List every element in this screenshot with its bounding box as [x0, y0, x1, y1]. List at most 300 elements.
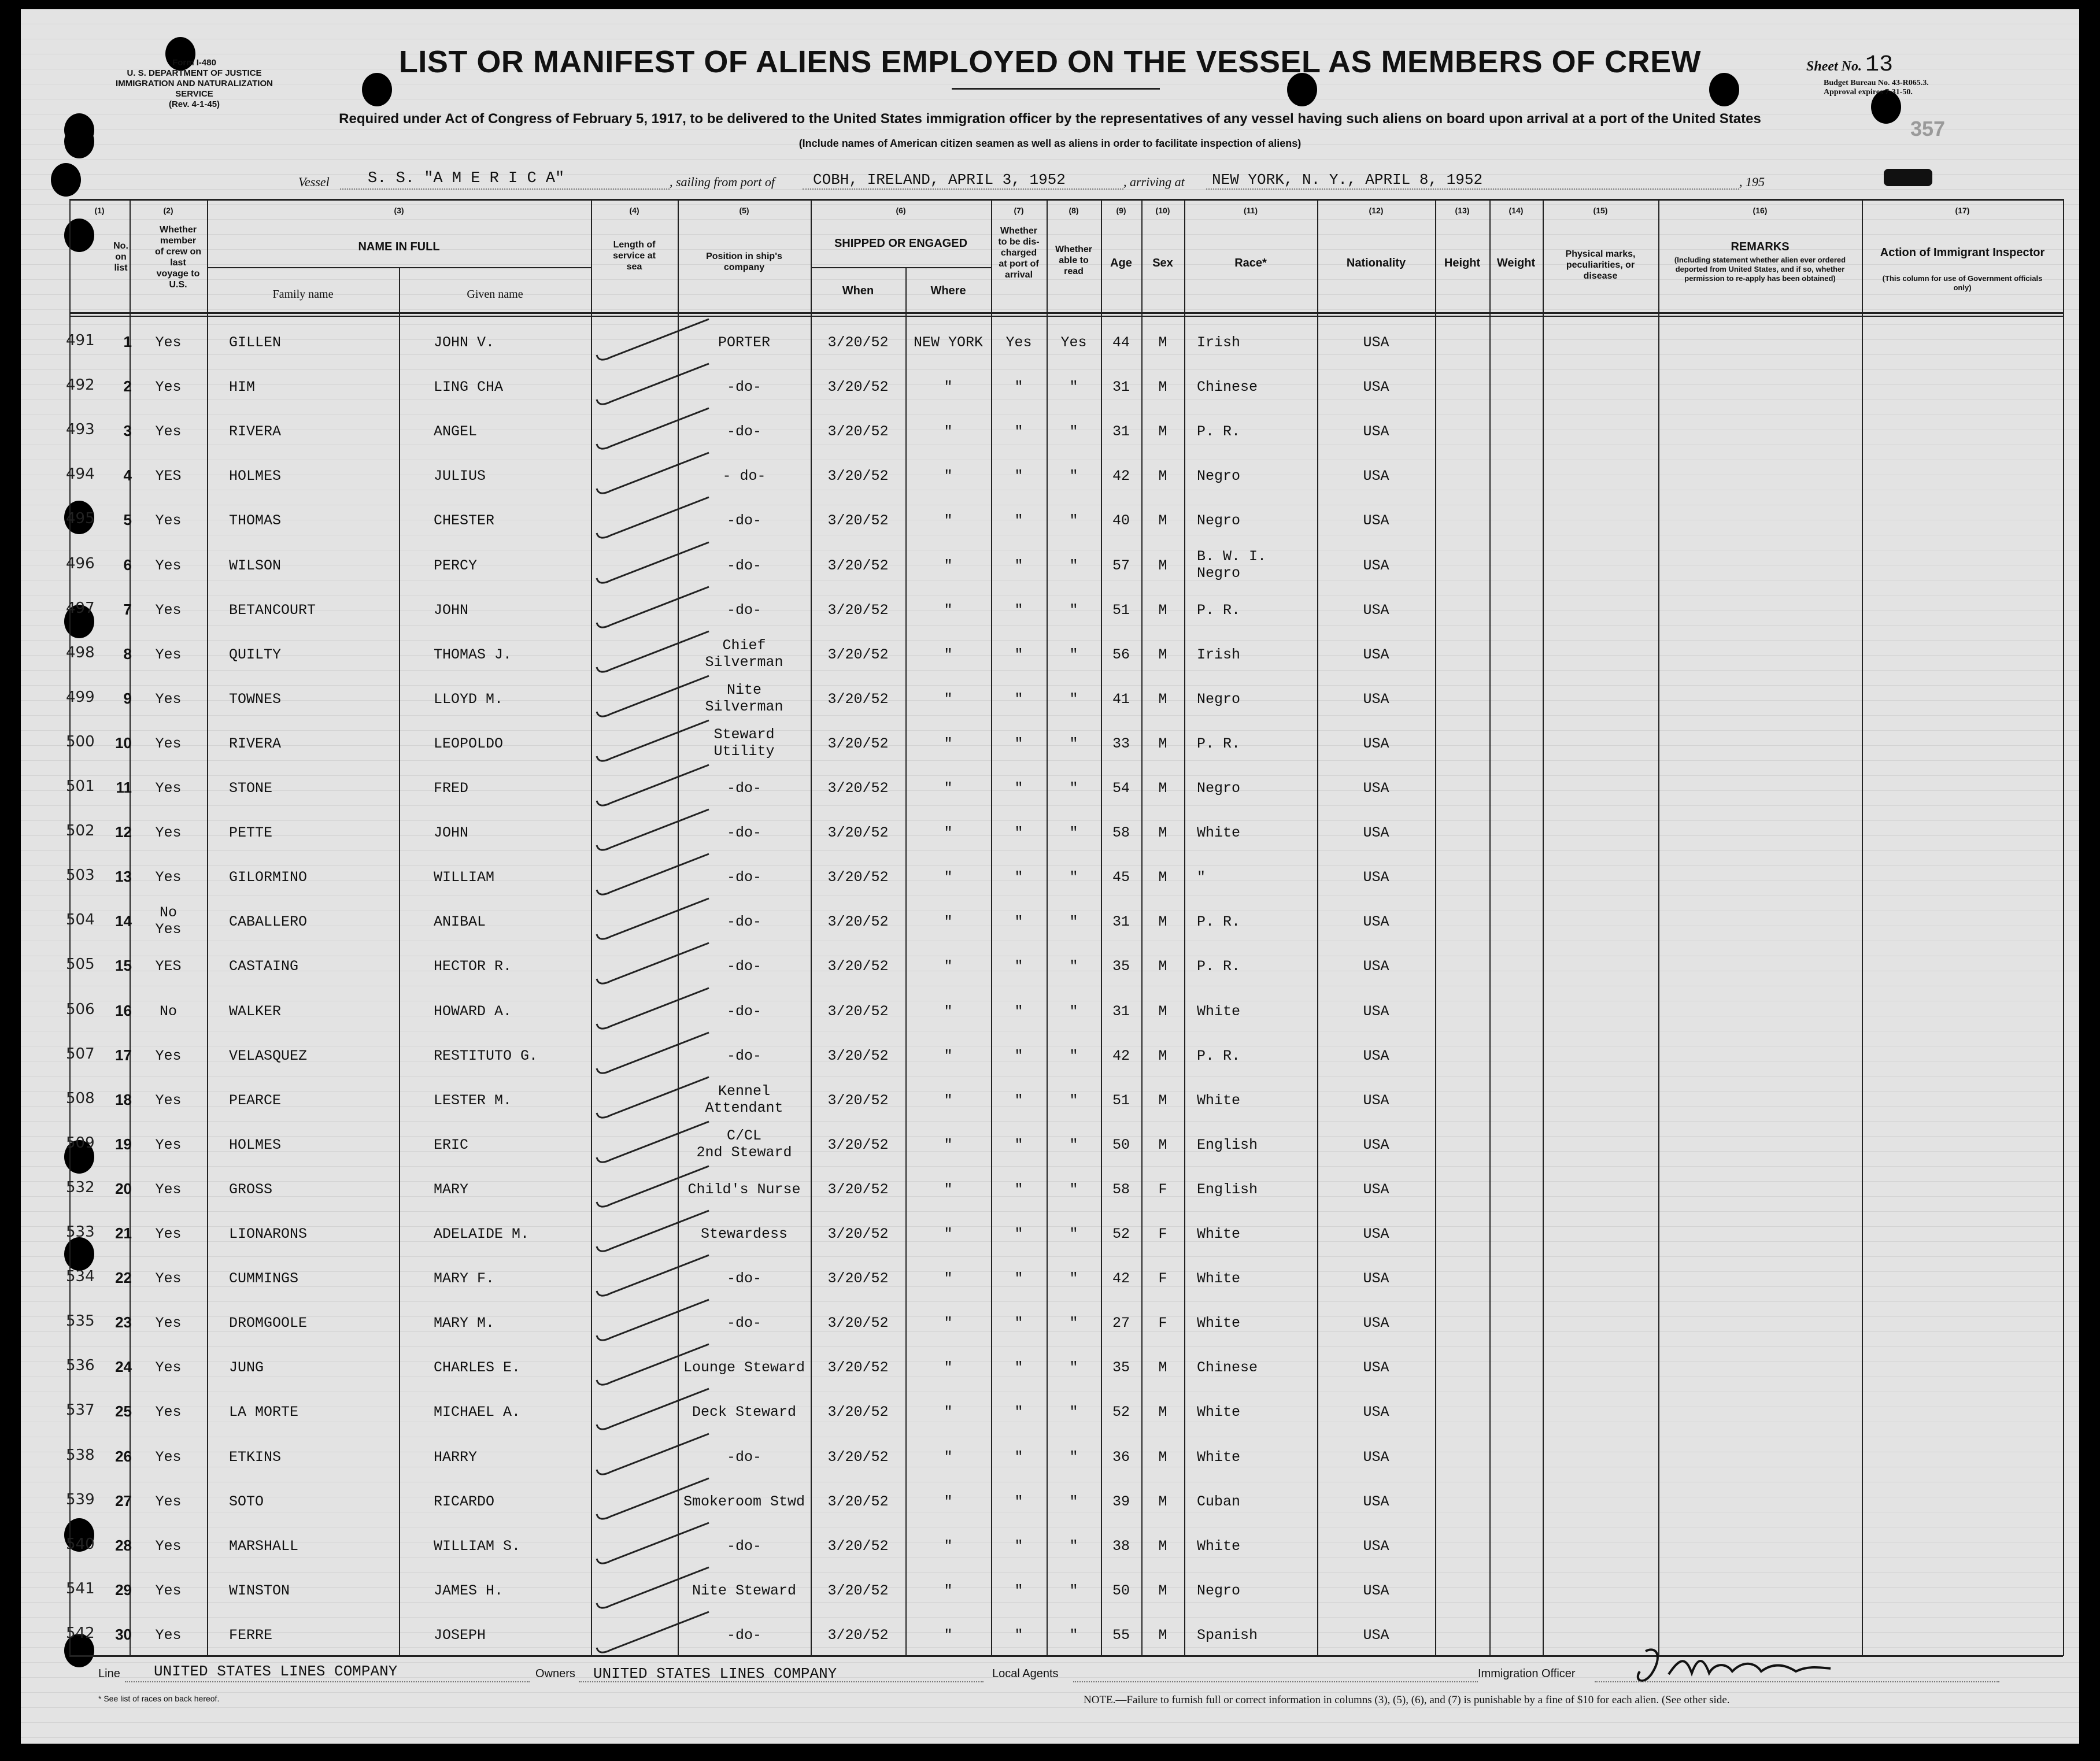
col-num: (17)	[1955, 206, 1970, 215]
table-row	[21, 1481, 2079, 1525]
cell-handwritten-number: 498	[66, 643, 95, 661]
punch-hole	[64, 219, 94, 252]
cell-handwritten-number: 492	[66, 376, 95, 394]
cell-given-name: MARY F.	[434, 1270, 495, 1288]
cell-family-name: LA MORTE	[229, 1404, 299, 1421]
table-row	[21, 1213, 2079, 1257]
cell-no-on-list: 6	[123, 556, 132, 574]
header-remarks: REMARKS	[1731, 241, 1790, 253]
cell-age: 41	[1112, 690, 1130, 708]
cell-race: P. R.	[1197, 913, 1241, 931]
col-num: (5)	[739, 206, 749, 215]
cell-no-on-list: 9	[123, 689, 132, 707]
cell-sex: M	[1158, 1448, 1167, 1466]
cell-member: Yes	[155, 1582, 182, 1599]
cell-able-read: "	[1069, 646, 1078, 663]
table-row	[21, 901, 2079, 945]
officer-underline	[1595, 1681, 1999, 1682]
cell-age: 35	[1112, 958, 1130, 975]
cell-family-name: FERRE	[229, 1626, 273, 1644]
cell-position: C/CL 2nd Steward	[696, 1127, 792, 1161]
cell-family-name: RIVERA	[229, 735, 282, 752]
cell-when: 3/20/52	[827, 1537, 889, 1555]
cell-sex: M	[1158, 646, 1167, 663]
cell-position: -do-	[726, 780, 761, 797]
cell-handwritten-number: 533	[66, 1223, 95, 1241]
cell-family-name: WINSTON	[229, 1582, 290, 1599]
table-row	[21, 1346, 2079, 1391]
cell-member: Yes	[155, 869, 182, 886]
cell-sex: M	[1158, 423, 1167, 441]
cell-handwritten-number: 537	[66, 1401, 95, 1419]
cell-where: "	[944, 824, 953, 842]
agents-label: Local Agents	[992, 1667, 1059, 1680]
cell-able-read: "	[1069, 913, 1078, 931]
cell-able-read: "	[1069, 1047, 1078, 1064]
cell-race: P. R.	[1197, 735, 1241, 752]
cell-family-name: GROSS	[229, 1181, 273, 1198]
cell-when: 3/20/52	[827, 1404, 889, 1421]
form-number: Form I-480	[172, 58, 216, 68]
cell-nationality: USA	[1363, 913, 1389, 931]
cell-age: 44	[1112, 334, 1130, 351]
table-row	[21, 678, 2079, 723]
cell-handwritten-number: 505	[66, 956, 95, 974]
cell-race: Negro	[1197, 780, 1241, 797]
cell-no-on-list: 13	[115, 868, 132, 886]
cell-age: 45	[1112, 869, 1130, 886]
cell-member: No	[159, 1002, 177, 1020]
table-row	[21, 945, 2079, 990]
cell-discharged: "	[1014, 601, 1023, 619]
cell-race: Irish	[1197, 334, 1241, 351]
cell-sex: M	[1158, 958, 1167, 975]
owners-value: UNITED STATES LINES COMPANY	[593, 1665, 837, 1682]
cell-family-name: PEARCE	[229, 1092, 282, 1109]
header-length-service: Length of service at sea	[613, 240, 656, 272]
cell-given-name: ERIC	[434, 1136, 469, 1153]
cell-member: Yes	[155, 1448, 182, 1466]
cell-nationality: USA	[1363, 1181, 1389, 1198]
cell-no-on-list: 14	[115, 912, 132, 930]
cell-able-read: "	[1069, 1270, 1078, 1288]
cell-when: 3/20/52	[827, 824, 889, 842]
cell-given-name: JOHN	[434, 824, 469, 842]
cell-when: 3/20/52	[827, 468, 889, 485]
cell-race: White	[1197, 824, 1241, 842]
cell-discharged: "	[1014, 1136, 1023, 1153]
header-when: When	[842, 284, 874, 297]
cell-age: 58	[1112, 1181, 1130, 1198]
cell-handwritten-number: 508	[66, 1089, 95, 1107]
cell-member: Yes	[155, 1226, 182, 1242]
table-row	[21, 1391, 2079, 1436]
cell-age: 50	[1112, 1582, 1130, 1599]
sailing-underline	[803, 188, 1123, 190]
cell-no-on-list: 11	[116, 779, 132, 796]
cell-able-read: "	[1069, 824, 1078, 842]
cell-discharged: "	[1014, 869, 1023, 886]
cell-given-name: MARY M.	[434, 1315, 495, 1332]
cell-sex: F	[1158, 1181, 1167, 1198]
cell-given-name: JAMES H.	[434, 1582, 504, 1599]
cell-position: -do-	[726, 1537, 761, 1555]
cell-discharged: "	[1014, 1226, 1023, 1242]
cell-able-read: "	[1069, 557, 1078, 574]
form-revision: (Rev. 4-1-45)	[168, 99, 220, 109]
cell-discharged: "	[1014, 1047, 1023, 1064]
cell-discharged: "	[1014, 468, 1023, 485]
header-name-in-full: NAME IN FULL	[358, 241, 440, 253]
cell-able-read: "	[1069, 1002, 1078, 1020]
cell-member: Yes	[155, 1315, 182, 1332]
cell-nationality: USA	[1363, 1270, 1389, 1288]
cell-given-name: ANIBAL	[434, 913, 486, 931]
cell-age: 39	[1112, 1493, 1130, 1510]
cell-given-name: LLOYD M.	[434, 690, 504, 708]
cell-sex: M	[1158, 557, 1167, 574]
agents-underline	[1073, 1681, 1478, 1682]
cell-position: Deck Steward	[692, 1404, 797, 1421]
cell-handwritten-number: 538	[66, 1446, 95, 1464]
cell-no-on-list: 19	[115, 1135, 132, 1153]
cell-age: 55	[1112, 1626, 1130, 1644]
cell-nationality: USA	[1363, 601, 1389, 619]
cell-no-on-list: 7	[123, 600, 132, 618]
approval-line: Approval expires 7-31-50.	[1824, 88, 1913, 97]
header-bottom-rule	[69, 312, 2063, 314]
cell-nationality: USA	[1363, 1448, 1389, 1466]
cell-position: PORTER	[718, 334, 770, 351]
cell-race: Irish	[1197, 646, 1241, 663]
budget-info	[1824, 79, 1929, 97]
cell-when: 3/20/52	[827, 869, 889, 886]
arriving-underline	[1206, 188, 1739, 190]
cell-member: Yes	[155, 780, 182, 797]
cell-age: 31	[1112, 423, 1130, 441]
table-row	[21, 1168, 2079, 1213]
cell-sex: M	[1158, 334, 1167, 351]
cell-nationality: USA	[1363, 379, 1389, 396]
cell-age: 58	[1112, 824, 1130, 842]
cell-discharged: "	[1014, 735, 1023, 752]
cell-member: No Yes	[155, 904, 182, 938]
cell-nationality: USA	[1363, 1359, 1389, 1377]
cell-sex: M	[1158, 1136, 1167, 1153]
cell-position: -do-	[726, 1448, 761, 1466]
cell-sex: M	[1158, 1002, 1167, 1020]
cell-able-read: "	[1069, 1181, 1078, 1198]
cell-handwritten-number: 506	[66, 1000, 95, 1018]
cell-given-name: RESTITUTO G.	[434, 1047, 538, 1064]
cell-race: White	[1197, 1404, 1241, 1421]
races-note: * See list of races on back hereof.	[98, 1694, 220, 1703]
cell-age: 27	[1112, 1315, 1130, 1332]
cell-nationality: USA	[1363, 1626, 1389, 1644]
cell-position: Chief Silverman	[705, 637, 783, 671]
cell-able-read: "	[1069, 1448, 1078, 1466]
cell-family-name: VELASQUEZ	[229, 1047, 308, 1064]
header-position: Position in ship's company	[706, 251, 782, 272]
cell-where: "	[944, 1582, 953, 1599]
cell-race: White	[1197, 1448, 1241, 1466]
cell-discharged: "	[1014, 824, 1023, 842]
cell-when: 3/20/52	[827, 1136, 889, 1153]
service-name: IMMIGRATION AND NATURALIZATION SERVICE	[116, 79, 273, 99]
cell-discharged: "	[1014, 690, 1023, 708]
officer-label: Immigration Officer	[1478, 1667, 1576, 1680]
header-member-last-voyage: Whether member of crew on last voyage to U.S.	[155, 225, 202, 290]
cell-where: "	[944, 1047, 953, 1064]
cell-no-on-list: 25	[115, 1403, 132, 1420]
cell-when: 3/20/52	[827, 1626, 889, 1644]
cell-able-read: "	[1069, 1359, 1078, 1377]
cell-member: Yes	[155, 1270, 182, 1288]
cell-handwritten-number: 539	[66, 1490, 95, 1508]
cell-where: "	[944, 1315, 953, 1332]
header-height: Height	[1444, 257, 1481, 269]
cell-sex: M	[1158, 824, 1167, 842]
cell-nationality: USA	[1363, 334, 1389, 351]
cell-sex: M	[1158, 780, 1167, 797]
cell-family-name: HOLMES	[229, 468, 282, 485]
cell-sex: M	[1158, 601, 1167, 619]
cell-handwritten-number: 540	[66, 1535, 95, 1553]
cell-no-on-list: 26	[115, 1447, 132, 1465]
cell-family-name: CUMMINGS	[229, 1270, 299, 1288]
cell-race: Chinese	[1197, 379, 1258, 396]
cell-position: -do-	[726, 557, 761, 574]
cell-position: Nite Steward	[692, 1582, 797, 1599]
cell-member: Yes	[155, 735, 182, 752]
cell-given-name: MICHAEL A.	[434, 1404, 521, 1421]
cell-age: 50	[1112, 1136, 1130, 1153]
cell-no-on-list: 17	[115, 1046, 132, 1064]
col-num: (7)	[1014, 206, 1024, 215]
cell-where: "	[944, 646, 953, 663]
cell-able-read: "	[1069, 1226, 1078, 1242]
cell-discharged: "	[1014, 1448, 1023, 1466]
cell-member: Yes	[155, 601, 182, 619]
cell-handwritten-number: 509	[66, 1134, 95, 1152]
cell-position: -do-	[726, 1270, 761, 1288]
cell-family-name: THOMAS	[229, 512, 282, 530]
line-label: Line	[98, 1667, 120, 1680]
cell-when: 3/20/52	[827, 1002, 889, 1020]
cell-family-name: WALKER	[229, 1002, 282, 1020]
cell-race: Cuban	[1197, 1493, 1241, 1510]
cell-position: -do-	[726, 1002, 761, 1020]
cell-given-name: ADELAIDE M.	[434, 1226, 530, 1242]
cell-age: 31	[1112, 913, 1130, 931]
cell-race: English	[1197, 1181, 1258, 1198]
cell-nationality: USA	[1363, 1315, 1389, 1332]
cell-nationality: USA	[1363, 1537, 1389, 1555]
cell-age: 31	[1112, 1002, 1130, 1020]
cell-handwritten-number: 497	[66, 599, 95, 617]
cell-position: -do-	[726, 958, 761, 975]
col-num: (6)	[896, 206, 906, 215]
header-action-sub: (This column for use of Government officials only)	[1882, 274, 2043, 292]
cell-position: -do-	[726, 512, 761, 530]
cell-when: 3/20/52	[827, 423, 889, 441]
cell-member: Yes	[155, 379, 182, 396]
table-row	[21, 500, 2079, 544]
cell-handwritten-number: 535	[66, 1312, 95, 1330]
cell-nationality: USA	[1363, 1136, 1389, 1153]
cell-discharged: "	[1014, 1404, 1023, 1421]
cell-position: Steward Utility	[713, 726, 775, 760]
cell-discharged: "	[1014, 557, 1023, 574]
table-row	[21, 589, 2079, 634]
cell-member: Yes	[155, 1404, 182, 1421]
cell-age: 40	[1112, 512, 1130, 530]
cell-race: Negro	[1197, 1582, 1241, 1599]
cell-where: "	[944, 1002, 953, 1020]
cell-member: Yes	[155, 557, 182, 574]
cell-member: Yes	[155, 1136, 182, 1153]
cell-race: P. R.	[1197, 601, 1241, 619]
cell-no-on-list: 1	[123, 333, 132, 350]
cell-position: -do-	[726, 1047, 761, 1064]
sheet-number	[1806, 52, 1893, 78]
cell-family-name: ETKINS	[229, 1448, 282, 1466]
cell-family-name: HIM	[229, 379, 256, 396]
cell-when: 3/20/52	[827, 780, 889, 797]
cell-given-name: LESTER M.	[434, 1092, 512, 1109]
cell-given-name: JULIUS	[434, 468, 486, 485]
header-physical-marks: Physical marks, peculiarities, or disease	[1565, 249, 1636, 281]
manifest-page	[21, 9, 2079, 1744]
cell-member: YES	[155, 468, 182, 485]
cell-able-read: "	[1069, 690, 1078, 708]
cell-no-on-list: 27	[115, 1492, 132, 1510]
header-race: Race*	[1234, 257, 1267, 269]
cell-discharged: "	[1014, 1582, 1023, 1599]
cell-discharged: "	[1014, 913, 1023, 931]
cell-sex: M	[1158, 1582, 1167, 1599]
cell-position: Nite Silverman	[705, 681, 783, 715]
cell-where: "	[944, 1270, 953, 1288]
cell-sex: M	[1158, 735, 1167, 752]
required-notice: Required under Act of Congress of February 5, 1917, to be delivered to the United States immigration officer by the representatives of any vessel having such aliens on board upon arrival at a port of the United States	[339, 111, 1761, 127]
cell-family-name: CASTAING	[229, 958, 299, 975]
cell-no-on-list: 21	[115, 1224, 132, 1242]
cell-where: "	[944, 1226, 953, 1242]
col-num: (14)	[1509, 206, 1524, 215]
table-top-rule	[69, 199, 2063, 201]
cell-sex: M	[1158, 379, 1167, 396]
line-value: UNITED STATES LINES COMPANY	[154, 1663, 398, 1680]
cell-nationality: USA	[1363, 1404, 1389, 1421]
cell-given-name: RICARDO	[434, 1493, 495, 1510]
shipped-sub-rule	[811, 267, 991, 268]
header-weight: Weight	[1496, 257, 1536, 269]
cell-where: "	[944, 869, 953, 886]
cell-race: P. R.	[1197, 423, 1241, 441]
col-num: (15)	[1593, 206, 1608, 215]
owners-underline	[579, 1681, 984, 1682]
cell-family-name: GILORMINO	[229, 869, 308, 886]
cell-discharged: "	[1014, 646, 1023, 663]
cell-nationality: USA	[1363, 869, 1389, 886]
sheet-label: Sheet No.	[1806, 59, 1862, 74]
cell-member: Yes	[155, 1537, 182, 1555]
cell-when: 3/20/52	[827, 1226, 889, 1242]
cell-age: 54	[1112, 780, 1130, 797]
arriving-value: NEW YORK, N. Y., APRIL 8, 1952	[1212, 171, 1483, 188]
cell-family-name: MARSHALL	[229, 1537, 299, 1555]
cell-nationality: USA	[1363, 557, 1389, 574]
cell-discharged: "	[1014, 1270, 1023, 1288]
cell-discharged: "	[1014, 1493, 1023, 1510]
cell-sex: F	[1158, 1226, 1167, 1242]
cell-given-name: HARRY	[434, 1448, 478, 1466]
cell-given-name: WILLIAM	[434, 869, 495, 886]
cell-able-read: "	[1069, 869, 1078, 886]
cell-family-name: PETTE	[229, 824, 273, 842]
cell-no-on-list: 30	[115, 1625, 132, 1643]
cell-family-name: SOTO	[229, 1493, 264, 1510]
cell-able-read: "	[1069, 1537, 1078, 1555]
sailing-label: , sailing from port of	[670, 175, 775, 189]
cell-age: 38	[1112, 1537, 1130, 1555]
table-row	[21, 812, 2079, 856]
cell-member: Yes	[155, 1181, 182, 1198]
table-row	[21, 1079, 2079, 1124]
cell-age: 42	[1112, 1047, 1130, 1064]
cell-given-name: MARY	[434, 1181, 469, 1198]
cell-family-name: WILSON	[229, 557, 282, 574]
cell-handwritten-number: 503	[66, 867, 95, 885]
cell-family-name: LIONARONS	[229, 1226, 308, 1242]
col-num: (3)	[394, 206, 404, 215]
cell-handwritten-number: 501	[66, 778, 95, 795]
cell-no-on-list: 12	[115, 823, 132, 841]
cell-sex: M	[1158, 869, 1167, 886]
cell-when: 3/20/52	[827, 557, 889, 574]
cell-race: White	[1197, 1315, 1241, 1332]
header-shipped-engaged: SHIPPED OR ENGAGED	[834, 237, 968, 250]
cell-member: Yes	[155, 423, 182, 441]
cell-nationality: USA	[1363, 780, 1389, 797]
table-row	[21, 767, 2079, 812]
cell-no-on-list: 10	[115, 734, 132, 752]
col-num: (12)	[1369, 206, 1384, 215]
cell-where: "	[944, 690, 953, 708]
cell-no-on-list: 23	[115, 1314, 132, 1331]
table-row	[21, 410, 2079, 455]
cell-race: White	[1197, 1537, 1241, 1555]
header-age: Age	[1110, 257, 1132, 269]
cell-nationality: USA	[1363, 1002, 1389, 1020]
cell-when: 3/20/52	[827, 1181, 889, 1198]
cell-given-name: HOWARD A.	[434, 1002, 512, 1020]
table-row	[21, 1436, 2079, 1481]
cell-no-on-list: 5	[123, 511, 132, 529]
table-row	[21, 1124, 2079, 1168]
cell-when: 3/20/52	[827, 1270, 889, 1288]
cell-handwritten-number: 495	[66, 510, 95, 528]
cell-no-on-list: 20	[115, 1179, 132, 1197]
cell-member: Yes	[155, 1493, 182, 1510]
cell-when: 3/20/52	[827, 1359, 889, 1377]
col-num: (10)	[1155, 206, 1170, 215]
cell-race: Negro	[1197, 468, 1241, 485]
cell-race: P. R.	[1197, 958, 1241, 975]
cell-no-on-list: 8	[123, 645, 132, 663]
vessel-label: Vessel	[298, 175, 330, 189]
